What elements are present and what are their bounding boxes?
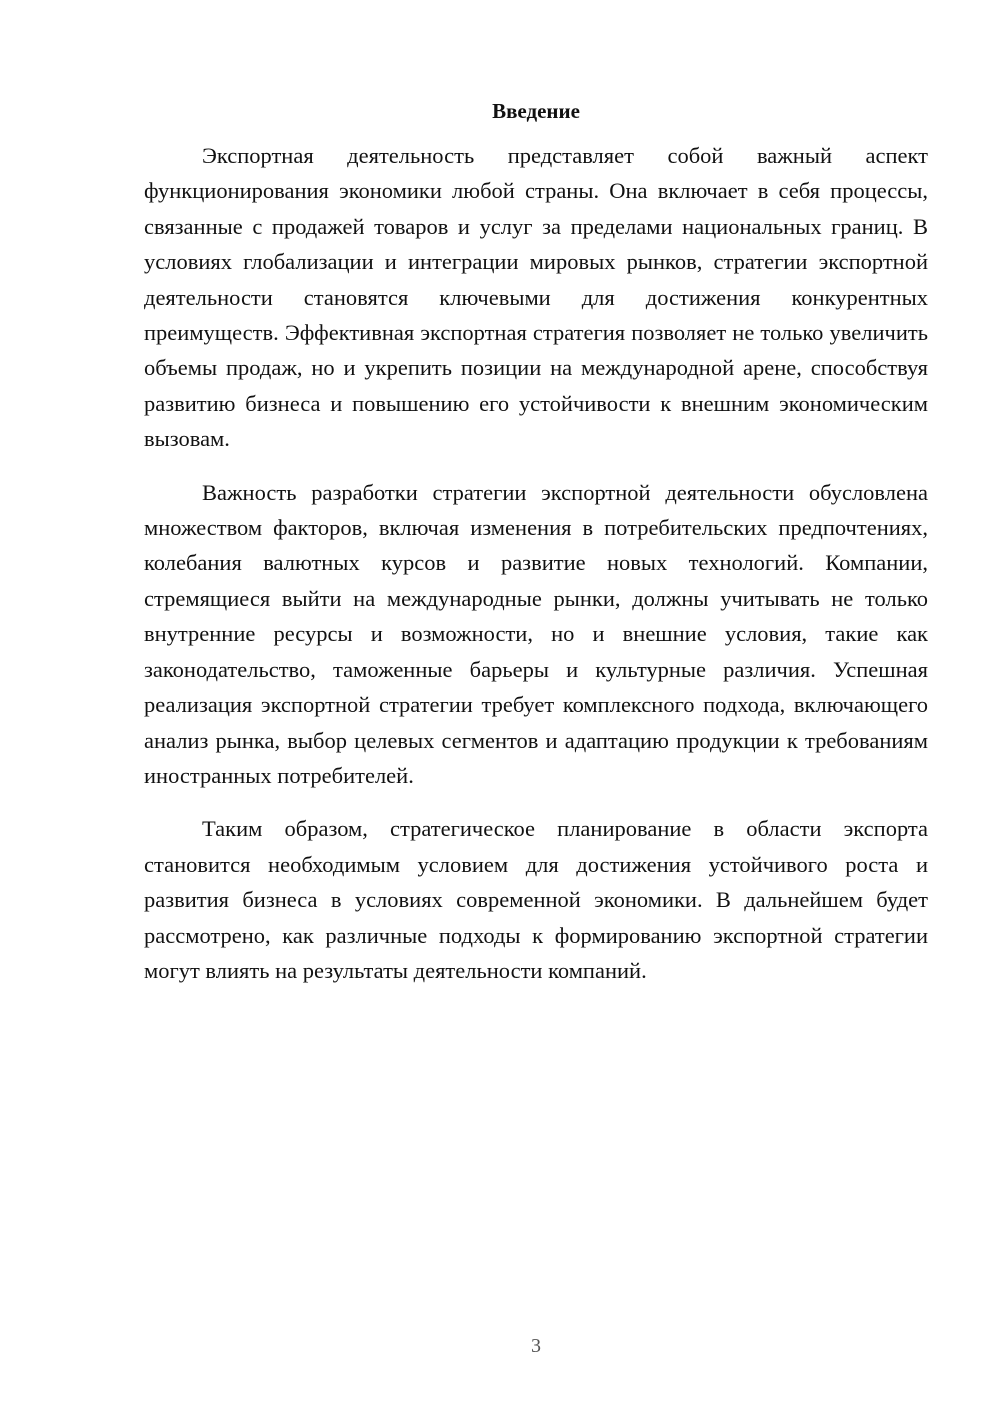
section-title: Введение <box>492 99 580 123</box>
page-body <box>144 96 928 1006</box>
paragraph-1: Экспортная деятельность представляет собой важный аспект функционирования экономики любой страны. Она включает в себя процессы, связанные с продажей товаров и услуг за пределами национальных границ. В условиях глобализации и интеграции мировых рынков, стратегии экспортной деятельности становятся ключевыми для достижения конкурентных преимуществ. Эффективная экспортная стратегия позволяет не только увеличить объемы продаж, но и укрепить позиции на международной арене, способствуя развитию бизнеса и повышению его устойчивости к внешним экономическим вызовам. <box>144 143 928 452</box>
paragraph-3: Таким образом, стратегическое планирование в области экспорта становится необходимым условием для достижения устойчивого роста и развития бизнеса в условиях современной экономики. В дальнейшем будет рассмотрено, как различные подходы к формированию экспортной стратегии могут влиять на результаты деятельности компаний. <box>144 816 928 983</box>
paragraph-2: Важность разработки стратегии экспортной деятельности обусловлена множеством факторов, включая изменения в потребительских предпочтениях, колебания валютных курсов и развитие новых технологий. Компании, стремящиеся выйти на международные рынки, должны учитывать не только внутренние ресурсы и возможности, но и внешние условия, такие как законодательство, таможенные барьеры и культурные различия. Успешная реализация экспортной стратегии требует комплексного подхода, включающего анализ рынка, выбор целевых сегментов и адаптацию продукции к требованиям иностранных потребителей. <box>144 479 928 788</box>
page-number: 3 <box>531 1335 541 1357</box>
